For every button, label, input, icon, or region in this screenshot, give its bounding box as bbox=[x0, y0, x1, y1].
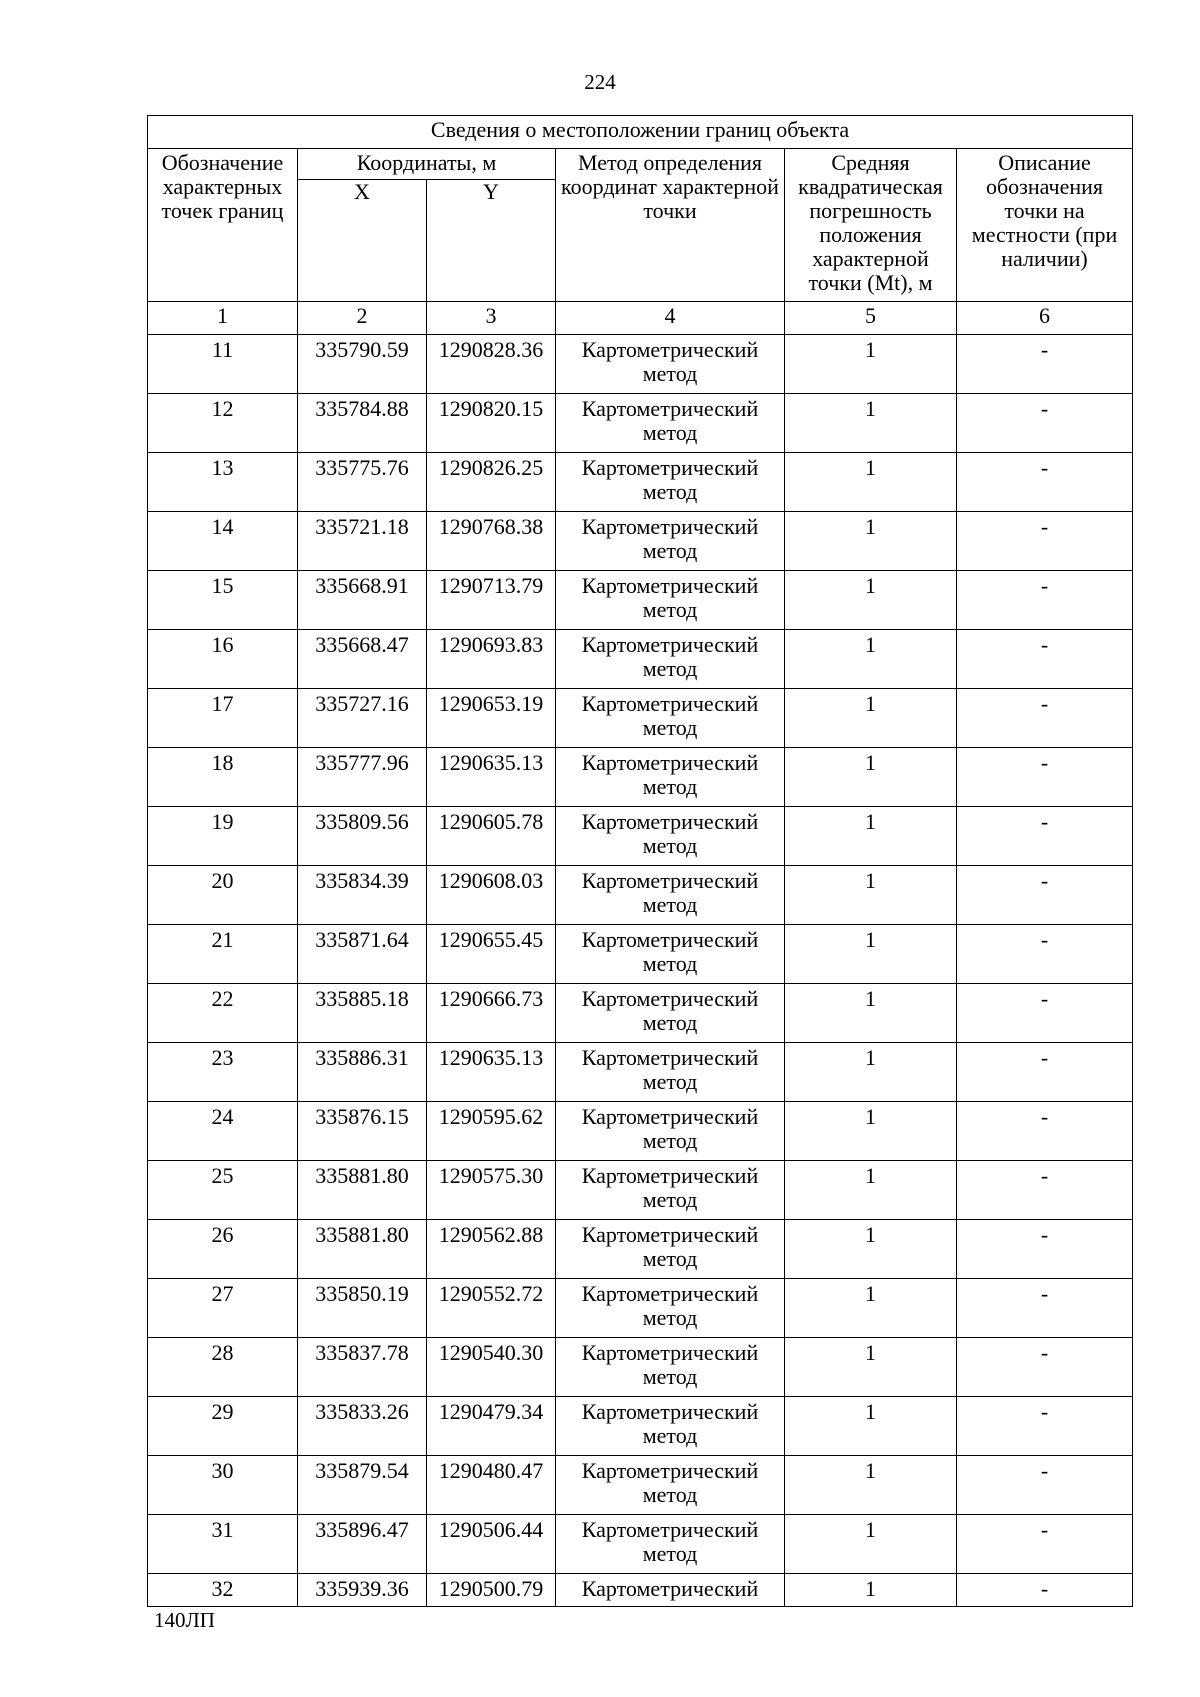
cell-accuracy: 1 bbox=[785, 1456, 957, 1515]
header-y: Y bbox=[427, 180, 556, 302]
cell-point: 29 bbox=[148, 1397, 298, 1456]
header-row bbox=[148, 149, 1133, 180]
cell-point: 16 bbox=[148, 630, 298, 689]
cell-y: 1290480.47 bbox=[427, 1456, 556, 1515]
cell-y: 1290540.30 bbox=[427, 1338, 556, 1397]
cell-point: 18 bbox=[148, 748, 298, 807]
cell-method: Картометрический метод bbox=[556, 1220, 785, 1279]
cell-x: 335881.80 bbox=[298, 1220, 427, 1279]
cell-point: 22 bbox=[148, 984, 298, 1043]
cell-y: 1290562.88 bbox=[427, 1220, 556, 1279]
cell-y: 1290820.15 bbox=[427, 394, 556, 453]
cell-method: Картометрический метод bbox=[556, 1043, 785, 1102]
cell-description: - bbox=[957, 512, 1133, 571]
cell-y: 1290768.38 bbox=[427, 512, 556, 571]
cell-description: - bbox=[957, 1515, 1133, 1574]
cell-x: 335777.96 bbox=[298, 748, 427, 807]
cell-x: 335885.18 bbox=[298, 984, 427, 1043]
cell-x: 335775.76 bbox=[298, 453, 427, 512]
header-point: Обозначение характерных точек границ bbox=[148, 149, 298, 302]
cell-y: 1290595.62 bbox=[427, 1102, 556, 1161]
cell-x: 335837.78 bbox=[298, 1338, 427, 1397]
cell-point: 30 bbox=[148, 1456, 298, 1515]
cell-method: Картометрический метод bbox=[556, 1161, 785, 1220]
cell-point: 14 bbox=[148, 512, 298, 571]
table-row bbox=[148, 394, 1133, 453]
cell-method: Картометрический метод bbox=[556, 512, 785, 571]
cell-accuracy: 1 bbox=[785, 866, 957, 925]
table-row bbox=[148, 1456, 1133, 1515]
cell-point: 13 bbox=[148, 453, 298, 512]
footer-code: 140ЛП bbox=[154, 1608, 215, 1632]
cell-accuracy: 1 bbox=[785, 1574, 957, 1607]
cell-accuracy: 1 bbox=[785, 630, 957, 689]
cell-point: 27 bbox=[148, 1279, 298, 1338]
header-coords: Координаты, м bbox=[298, 149, 556, 180]
cell-y: 1290506.44 bbox=[427, 1515, 556, 1574]
cell-y: 1290666.73 bbox=[427, 984, 556, 1043]
table-title: Сведения о местоположении границ объекта bbox=[148, 116, 1133, 149]
cell-description: - bbox=[957, 1220, 1133, 1279]
cell-method: Картометрический метод bbox=[556, 1102, 785, 1161]
cell-x: 335784.88 bbox=[298, 394, 427, 453]
cell-method: Картометрический метод bbox=[556, 807, 785, 866]
cell-point: 11 bbox=[148, 335, 298, 394]
cell-description: - bbox=[957, 335, 1133, 394]
cell-y: 1290693.83 bbox=[427, 630, 556, 689]
cell-x: 335850.19 bbox=[298, 1279, 427, 1338]
cell-description: - bbox=[957, 807, 1133, 866]
cell-y: 1290635.13 bbox=[427, 748, 556, 807]
table-row bbox=[148, 630, 1133, 689]
table-row bbox=[148, 1102, 1133, 1161]
table-row bbox=[148, 1515, 1133, 1574]
cell-point: 26 bbox=[148, 1220, 298, 1279]
column-number: 3 bbox=[427, 302, 556, 335]
cell-description: - bbox=[957, 1397, 1133, 1456]
cell-accuracy: 1 bbox=[785, 1397, 957, 1456]
cell-accuracy: 1 bbox=[785, 394, 957, 453]
cell-y: 1290655.45 bbox=[427, 925, 556, 984]
cell-point: 20 bbox=[148, 866, 298, 925]
boundary-coordinates-table bbox=[147, 115, 1133, 1607]
header-method: Метод определения координат характерной точки bbox=[556, 149, 785, 302]
cell-description: - bbox=[957, 453, 1133, 512]
cell-method: Картометрический метод bbox=[556, 866, 785, 925]
cell-x: 335833.26 bbox=[298, 1397, 427, 1456]
cell-description: - bbox=[957, 1574, 1133, 1607]
cell-accuracy: 1 bbox=[785, 1043, 957, 1102]
cell-accuracy: 1 bbox=[785, 1515, 957, 1574]
cell-method: Картометрический метод bbox=[556, 925, 785, 984]
column-number: 2 bbox=[298, 302, 427, 335]
cell-y: 1290575.30 bbox=[427, 1161, 556, 1220]
header-x: X bbox=[298, 180, 427, 302]
cell-method: Картометрический метод bbox=[556, 394, 785, 453]
cell-accuracy: 1 bbox=[785, 689, 957, 748]
cell-description: - bbox=[957, 1043, 1133, 1102]
cell-x: 335879.54 bbox=[298, 1456, 427, 1515]
table-row bbox=[148, 984, 1133, 1043]
cell-method: Картометрический метод bbox=[556, 453, 785, 512]
cell-accuracy: 1 bbox=[785, 1102, 957, 1161]
cell-y: 1290605.78 bbox=[427, 807, 556, 866]
cell-accuracy: 1 bbox=[785, 1161, 957, 1220]
table-row bbox=[148, 453, 1133, 512]
cell-description: - bbox=[957, 866, 1133, 925]
table-row bbox=[148, 1397, 1133, 1456]
cell-method: Картометрический метод bbox=[556, 748, 785, 807]
cell-point: 28 bbox=[148, 1338, 298, 1397]
cell-description: - bbox=[957, 571, 1133, 630]
cell-description: - bbox=[957, 748, 1133, 807]
table-row bbox=[148, 1161, 1133, 1220]
cell-point: 15 bbox=[148, 571, 298, 630]
cell-y: 1290552.72 bbox=[427, 1279, 556, 1338]
table-row bbox=[148, 925, 1133, 984]
cell-x: 335668.47 bbox=[298, 630, 427, 689]
cell-description: - bbox=[957, 630, 1133, 689]
cell-x: 335939.36 bbox=[298, 1574, 427, 1607]
table-row bbox=[148, 748, 1133, 807]
cell-description: - bbox=[957, 1338, 1133, 1397]
cell-description: - bbox=[957, 1161, 1133, 1220]
cell-method: Картометрический метод bbox=[556, 689, 785, 748]
cell-x: 335876.15 bbox=[298, 1102, 427, 1161]
cell-accuracy: 1 bbox=[785, 512, 957, 571]
table-row bbox=[148, 689, 1133, 748]
cell-method: Картометрический метод bbox=[556, 1456, 785, 1515]
column-number: 5 bbox=[785, 302, 957, 335]
table-row bbox=[148, 1043, 1133, 1102]
cell-description: - bbox=[957, 984, 1133, 1043]
cell-y: 1290828.36 bbox=[427, 335, 556, 394]
cell-point: 17 bbox=[148, 689, 298, 748]
table-row bbox=[148, 1279, 1133, 1338]
cell-accuracy: 1 bbox=[785, 335, 957, 394]
column-number: 1 bbox=[148, 302, 298, 335]
cell-point: 19 bbox=[148, 807, 298, 866]
cell-x: 335886.31 bbox=[298, 1043, 427, 1102]
cell-method: Картометрический метод bbox=[556, 571, 785, 630]
cell-point: 25 bbox=[148, 1161, 298, 1220]
table-row bbox=[148, 1220, 1133, 1279]
cell-method: Картометрический bbox=[556, 1574, 785, 1607]
cell-x: 335871.64 bbox=[298, 925, 427, 984]
table-title-row bbox=[148, 116, 1133, 149]
cell-x: 335881.80 bbox=[298, 1161, 427, 1220]
header-description: Описание обозначения точки на местности (при наличии) bbox=[957, 149, 1133, 302]
table-row bbox=[148, 571, 1133, 630]
cell-method: Картометрический метод bbox=[556, 1397, 785, 1456]
cell-method: Картометрический метод bbox=[556, 984, 785, 1043]
cell-point: 12 bbox=[148, 394, 298, 453]
column-number: 6 bbox=[957, 302, 1133, 335]
cell-description: - bbox=[957, 394, 1133, 453]
cell-y: 1290608.03 bbox=[427, 866, 556, 925]
cell-x: 335727.16 bbox=[298, 689, 427, 748]
cell-accuracy: 1 bbox=[785, 748, 957, 807]
cell-y: 1290653.19 bbox=[427, 689, 556, 748]
cell-description: - bbox=[957, 925, 1133, 984]
cell-y: 1290479.34 bbox=[427, 1397, 556, 1456]
cell-x: 335721.18 bbox=[298, 512, 427, 571]
cell-point: 31 bbox=[148, 1515, 298, 1574]
cell-point: 24 bbox=[148, 1102, 298, 1161]
cell-method: Картометрический метод bbox=[556, 335, 785, 394]
table-row bbox=[148, 512, 1133, 571]
header-accuracy: Средняя квадратическая погрешность положения характерной точки (Mt), м bbox=[785, 149, 957, 302]
cell-accuracy: 1 bbox=[785, 984, 957, 1043]
cell-accuracy: 1 bbox=[785, 1338, 957, 1397]
cell-accuracy: 1 bbox=[785, 453, 957, 512]
cell-y: 1290826.25 bbox=[427, 453, 556, 512]
cell-y: 1290500.79 bbox=[427, 1574, 556, 1607]
cell-method: Картометрический метод bbox=[556, 1338, 785, 1397]
table-row bbox=[148, 866, 1133, 925]
cell-x: 335834.39 bbox=[298, 866, 427, 925]
cell-x: 335896.47 bbox=[298, 1515, 427, 1574]
cell-method: Картометрический метод bbox=[556, 1279, 785, 1338]
page-number: 224 bbox=[584, 70, 616, 94]
cell-description: - bbox=[957, 1456, 1133, 1515]
cell-accuracy: 1 bbox=[785, 807, 957, 866]
table-row bbox=[148, 1574, 1133, 1607]
cell-accuracy: 1 bbox=[785, 925, 957, 984]
cell-x: 335668.91 bbox=[298, 571, 427, 630]
cell-accuracy: 1 bbox=[785, 1220, 957, 1279]
cell-description: - bbox=[957, 1102, 1133, 1161]
column-number: 4 bbox=[556, 302, 785, 335]
cell-x: 335809.56 bbox=[298, 807, 427, 866]
table-row bbox=[148, 335, 1133, 394]
cell-point: 32 bbox=[148, 1574, 298, 1607]
cell-y: 1290713.79 bbox=[427, 571, 556, 630]
cell-method: Картометрический метод bbox=[556, 630, 785, 689]
cell-accuracy: 1 bbox=[785, 1279, 957, 1338]
cell-accuracy: 1 bbox=[785, 571, 957, 630]
cell-description: - bbox=[957, 689, 1133, 748]
cell-point: 21 bbox=[148, 925, 298, 984]
cell-x: 335790.59 bbox=[298, 335, 427, 394]
column-number-row bbox=[148, 302, 1133, 335]
cell-description: - bbox=[957, 1279, 1133, 1338]
cell-y: 1290635.13 bbox=[427, 1043, 556, 1102]
table-row bbox=[148, 1338, 1133, 1397]
table-row bbox=[148, 807, 1133, 866]
cell-point: 23 bbox=[148, 1043, 298, 1102]
cell-method: Картометрический метод bbox=[556, 1515, 785, 1574]
